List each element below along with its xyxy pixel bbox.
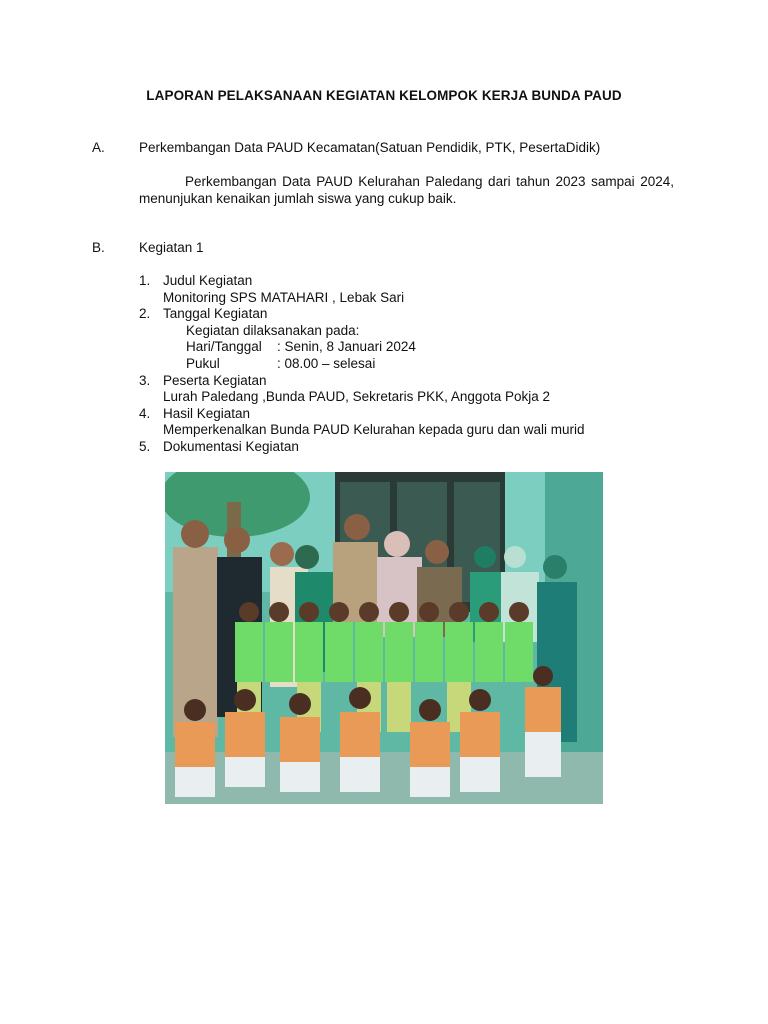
pukul-label: Pukul — [186, 356, 220, 371]
list-item-number: 5. — [139, 439, 151, 454]
group-photo-illustration — [165, 472, 603, 804]
hari-label: Hari/Tanggal — [186, 339, 262, 354]
hasil-value: Memperkenalkan Bunda PAUD Kelurahan kepada guru dan wali murid — [163, 422, 585, 437]
list-item-number: 3. — [139, 373, 151, 388]
tanggal-intro: Kegiatan dilaksanakan pada: — [186, 323, 360, 338]
section-a-paragraph: Perkembangan Data PAUD Kelurahan Paledang dari tahun 2023 sampai 2024, menunjukan kenaikan jumlah siswa yang cukup baik. — [139, 174, 674, 206]
pukul-value: : 08.00 – selesai — [277, 356, 376, 371]
judul-value: Monitoring SPS MATAHARI , Lebak Sari — [163, 290, 405, 305]
section-b-heading: Kegiatan 1 — [139, 240, 204, 255]
section-b-marker: B. — [92, 240, 105, 255]
peserta-value: Lurah Paledang ,Bunda PAUD, Sekretaris PKK, Anggota Pokja 2 — [163, 389, 550, 404]
list-item-label: Dokumentasi Kegiatan — [163, 439, 299, 454]
list-item-number: 4. — [139, 406, 151, 421]
section-a-heading: Perkembangan Data PAUD Kecamatan(Satuan Pendidik, PTK, PesertaDidik) — [139, 140, 601, 155]
document-title: LAPORAN PELAKSANAAN KEGIATAN KELOMPOK KERJA BUNDA PAUD — [146, 88, 622, 103]
list-item-label: Judul Kegiatan — [163, 273, 253, 288]
list-item-label: Peserta Kegiatan — [163, 373, 267, 388]
hari-value: : Senin, 8 Januari 2024 — [277, 339, 416, 354]
list-item-label: Tanggal Kegiatan — [163, 306, 268, 321]
list-item-number: 1. — [139, 273, 151, 288]
list-item-label: Hasil Kegiatan — [163, 406, 251, 421]
list-item-number: 2. — [139, 306, 151, 321]
section-a-marker: A. — [92, 140, 105, 155]
documentation-photo — [165, 472, 603, 804]
